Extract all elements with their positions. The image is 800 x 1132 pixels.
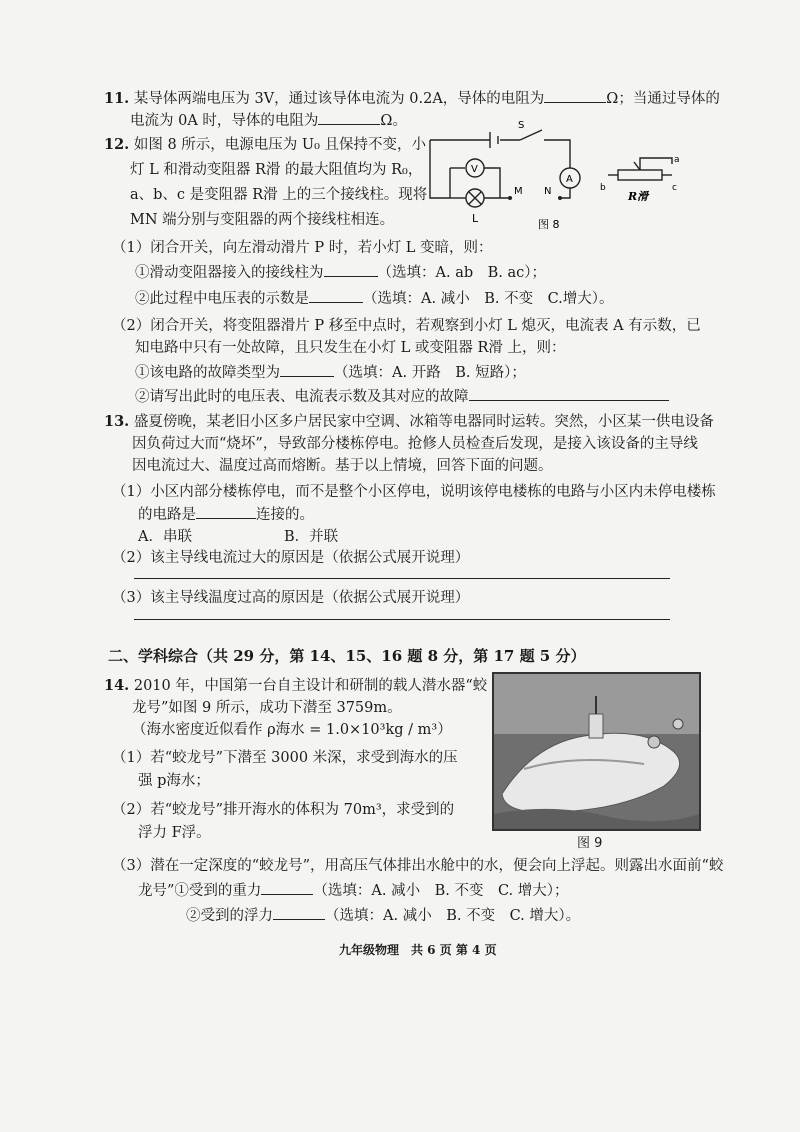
terminal-a-label: a: [674, 155, 680, 165]
q14-part3-gravity-options: （选填：A. 减小 B. 不变 C. 增大）；: [313, 883, 569, 899]
q13-text-3: 因电流过大、温度过高而熔断。基于以上情境，回答下面的问题。: [132, 458, 553, 474]
q12-part2-line2: 知电路中只有一处故障，且只发生在小灯 L 或变阻器 R滑 上，则：: [135, 340, 566, 356]
figure-9-submersible-photo: [492, 672, 701, 831]
q13-part2: （2）该主导线电流过大的原因是（依据公式展开说理）: [112, 550, 470, 566]
submersible-illustration: [494, 674, 699, 829]
q14-blank-2[interactable]: [273, 905, 325, 920]
q12-blank-3[interactable]: [280, 362, 334, 377]
q12-part2-2: [135, 386, 669, 407]
q13-part1-line1: （1）小区内部分楼栋停电，而不是整个小区停电，说明该停电楼栋的电路与小区内未停电楼栋: [112, 484, 716, 500]
q11-blank-2[interactable]: [318, 110, 380, 125]
q13-answer-line-1[interactable]: [134, 578, 670, 579]
q12-part2-line1: （2）闭合开关，将变阻器滑片 P 移至中点时，若观察到小灯 L 熄灭，电流表 A 有示数，已: [112, 318, 701, 334]
q14-text-1: 2010 年，中国第一台自主设计和研制的载人潜水器“蛟: [133, 678, 488, 694]
voltmeter-label: V: [471, 164, 478, 175]
q13-part1-suffix: 连接的。: [256, 507, 314, 523]
terminal-b-label: b: [600, 183, 606, 193]
q12-number: 12.: [104, 136, 130, 153]
q14-text-2: 龙号”如图 9 所示，成功下潜至 3759m。: [132, 700, 402, 716]
q11-unit-1: Ω；当通过导体的: [606, 91, 720, 107]
q11-line2: [130, 110, 407, 131]
q12-text-4: MN 端分别与变阻器的两个接线柱相连。: [130, 212, 395, 228]
terminal-m-label: M: [514, 186, 523, 197]
q12-part1-2-text: ②此过程中电压表的示数是: [135, 291, 309, 307]
q13-blank-1[interactable]: [196, 504, 256, 519]
q12-part1: （1）闭合开关，向左滑动滑片 P 时，若小灯 L 变暗，则：: [112, 240, 493, 256]
q14-part3-line3: [186, 905, 580, 926]
q12-part1-1: [135, 262, 546, 283]
q11-text: 某导体两端电压为 3V，通过该导体电流为 0.2A，导体的电阻为: [133, 91, 545, 107]
q13-answer-line-2[interactable]: [134, 619, 670, 620]
q11-unit-2: Ω。: [380, 113, 407, 129]
q14-part3-buoyancy-options: （选填：A. 减小 B. 不变 C. 增大）。: [325, 908, 581, 924]
q12-text-3: a、b、c 是变阻器 R滑 上的三个接线柱。现将: [130, 187, 428, 203]
q12-text-1: 如图 8 所示，电源电压为 U₀ 且保持不变，小: [133, 137, 427, 153]
ammeter-label: A: [566, 174, 573, 185]
q14-part3-buoyancy-text: ②受到的浮力: [186, 908, 273, 924]
q13-text-1: 盛夏傍晚，某老旧小区多户居民家中空调、冰箱等电器同时运转。突然，小区某一供电设备: [133, 414, 714, 430]
q14-part3-line1: （3）潜在一定深度的“蛟龙号”，用高压气体排出水舱中的水，便会向上浮起。则露出水面前“蛟: [112, 858, 724, 874]
q13-part1-line2: [138, 504, 314, 525]
q12-part1-1-text: ①滑动变阻器接入的接线柱为: [135, 265, 324, 281]
q12-blank-2[interactable]: [309, 288, 363, 303]
q12-part2-2-text: ②请写出此时的电压表、电流表示数及其对应的故障: [135, 389, 469, 405]
q13-option-b: B．并联: [284, 529, 339, 545]
q12-part1-2: [135, 288, 614, 309]
q13-part3: （3）该主导线温度过高的原因是（依据公式展开说理）: [112, 590, 470, 606]
q12-part2-1-options: （选填：A. 开路 B. 短路）；: [334, 365, 526, 381]
switch-label: S: [518, 120, 525, 131]
q12-part2-1-text: ①该电路的故障类型为: [135, 365, 280, 381]
q12-blank-4[interactable]: [469, 386, 669, 401]
q12-blank-1[interactable]: [324, 262, 378, 277]
lamp-label: L: [472, 212, 479, 225]
figure-8-circuit-diagram: [420, 118, 710, 238]
terminal-c-label: c: [672, 183, 677, 193]
q14-part2-line1: （2）若“蛟龙号”排开海水的体积为 70m³，求受到的: [112, 802, 455, 818]
q14-line1: [104, 676, 487, 696]
q14-part1-line2: 强 p海水；: [138, 773, 210, 789]
q12-text-2: 灯 L 和滑动变阻器 R滑 的最大阻值均为 R₀，: [130, 162, 423, 178]
q13-number: 13.: [104, 413, 130, 430]
q13-line1: [104, 412, 714, 432]
q12-part2-1: [135, 362, 526, 383]
q11-text-2: 电流为 0A 时，导体的电阻为: [130, 113, 319, 129]
q13-text-2: 因负荷过大而“烧坏”，导致部分楼栋停电。抢修人员检查后发现，是接入该设备的主导线: [132, 436, 698, 452]
section-2-title: 二、学科综合（共 29 分，第 14、15、16 题 8 分，第 17 题 5 分）: [108, 647, 586, 665]
q14-number: 14.: [104, 677, 130, 694]
q11-blank-1[interactable]: [544, 88, 606, 103]
figure-9-caption: 图 9: [577, 836, 603, 851]
q14-part2-line2: 浮力 F浮。: [138, 825, 211, 841]
q12-part1-1-options: （选填：A. ab B. ac）；: [377, 265, 547, 281]
terminal-n-label: N: [544, 186, 552, 197]
figure-8-caption: 图 8: [538, 218, 560, 231]
q14-part3-gravity-text: 龙号”①受到的重力: [138, 883, 262, 899]
q11-number: 11.: [104, 90, 130, 107]
q13-part1-text: 的电路是: [138, 507, 196, 523]
q14-part3-line2: [138, 880, 569, 901]
q14-text-3: （海水密度近似看作 ρ海水 = 1.0×10³kg / m³）: [132, 722, 452, 738]
page-footer: 九年级物理 共 6 页 第 4 页: [339, 943, 497, 957]
q11-line1: [104, 88, 720, 109]
q14-blank-1[interactable]: [261, 880, 313, 895]
q12-line1: [104, 135, 426, 155]
q13-option-a: A．串联: [138, 529, 192, 545]
rheostat-label: R滑: [628, 190, 649, 203]
q14-part1-line1: （1）若“蛟龙号”下潜至 3000 米深，求受到海水的压: [112, 750, 458, 766]
q12-part1-2-options: （选填：A. 减小 B. 不变 C.增大）。: [363, 291, 614, 307]
